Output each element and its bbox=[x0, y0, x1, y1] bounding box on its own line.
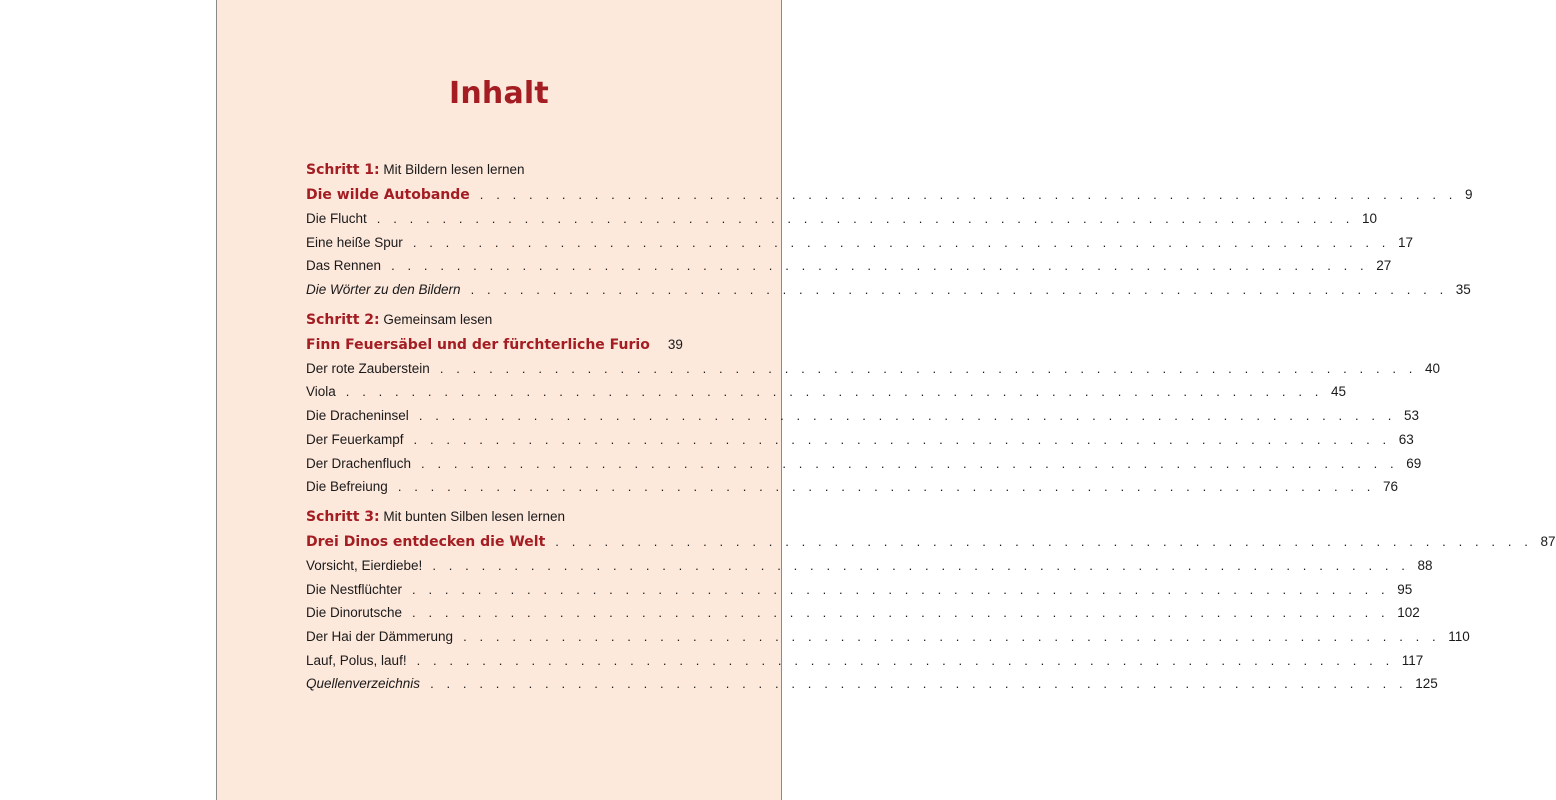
book-page bbox=[216, 0, 1556, 800]
chapter-entry[interactable] bbox=[306, 625, 1470, 649]
dot-leader: . . . . . . . . . . . . . . . . . . . . . . . . . . . . . . . . . . . . . . . . . . . . . . . . . . . . . . . . . . . . bbox=[376, 211, 1354, 226]
chapter-entry[interactable] bbox=[306, 278, 1471, 302]
page-number: 40 bbox=[1425, 360, 1441, 376]
page-number: 27 bbox=[1376, 258, 1392, 274]
page-number: 45 bbox=[1331, 384, 1347, 400]
page-number: 88 bbox=[1417, 557, 1433, 573]
table-of-contents bbox=[306, 158, 1556, 702]
page-number: 102 bbox=[1397, 605, 1420, 621]
step-heading bbox=[306, 158, 674, 182]
chapter-title: Der Hai der Dämmerung bbox=[306, 628, 454, 644]
chapter-entry[interactable] bbox=[306, 578, 1413, 602]
dot-leader: . . . . . . . . . . . . . . . . . . . . . . . . . . . . . . . . . . . . . . . . . . . . . . . . . . . . . . . . . . . . bbox=[439, 360, 1418, 376]
chapter-title: Viola bbox=[306, 384, 336, 400]
chapter-title: Das Rennen bbox=[306, 258, 382, 274]
dot-leader: . . . . . . . . . . . . . . . . . . . . . . . . . . . . . . . . . . . . . . . . . . . . . . . . . . . . . . . . . . . . bbox=[470, 282, 1448, 298]
page-number: 35 bbox=[1455, 282, 1471, 298]
chapter-entry[interactable] bbox=[306, 404, 1420, 428]
step-label: Schritt 3: bbox=[306, 508, 380, 525]
step-description: Mit bunten Silben lesen lernen bbox=[383, 508, 566, 524]
chapter-entry[interactable] bbox=[306, 207, 1378, 231]
page-number: 53 bbox=[1404, 408, 1420, 424]
page-number: 69 bbox=[1406, 455, 1422, 471]
step-description: Gemeinsam lesen bbox=[383, 311, 493, 327]
dot-leader: . . . . . . . . . . . . . . . . . . . . . . . . . . . . . . . . . . . . . . . . . . . . . . . . . . . . . . . . . . . . bbox=[345, 384, 1323, 400]
step-label: Schritt 2: bbox=[306, 311, 380, 328]
page-number: 10 bbox=[1362, 211, 1378, 226]
chapter-entry[interactable] bbox=[306, 380, 1347, 404]
step-heading bbox=[306, 308, 674, 332]
book-title: Finn Feuersäbel und der fürchterliche Furio bbox=[306, 336, 650, 353]
chapter-entry[interactable] bbox=[306, 452, 1422, 476]
chapter-title: Eine heiße Spur bbox=[306, 234, 403, 250]
chapter-title: Die Nestflüchter bbox=[306, 581, 403, 597]
step-description: Mit Bildern lesen lernen bbox=[383, 162, 525, 177]
step-label: Schritt 1: bbox=[306, 162, 380, 178]
book-entry[interactable] bbox=[306, 182, 1473, 207]
chapter-title: Der rote Zauberstein bbox=[306, 360, 430, 376]
page-number: 39 bbox=[667, 336, 683, 352]
page-number: 87 bbox=[1540, 533, 1556, 549]
chapter-entry[interactable] bbox=[306, 428, 1414, 452]
dot-leader: . . . . . . . . . . . . . . . . . . . . . . . . . . . . . . . . . . . . . . . . . . . . . . . . . . . . . . . . . . . . bbox=[391, 258, 1369, 274]
page-number: 63 bbox=[1398, 431, 1414, 447]
chapter-entry[interactable] bbox=[306, 475, 1399, 499]
chapter-title: Die Dracheninsel bbox=[306, 408, 409, 424]
chapter-entry[interactable] bbox=[306, 672, 1438, 696]
toc-section bbox=[306, 158, 1473, 302]
page-number: 9 bbox=[1465, 187, 1473, 202]
page-number: 17 bbox=[1398, 234, 1414, 250]
dot-leader: . . . . . . . . . . . . . . . . . . . . . . . . . . . . . . . . . . . . . . . . . . . . . . . . . . . . . . . . . . . . bbox=[413, 431, 1391, 447]
dot-leader: . . . . . . . . . . . . . . . . . . . . . . . . . . . . . . . . . . . . . . . . . . . . . . . . . . . . . . . . . . . . bbox=[416, 652, 1394, 668]
dot-leader: . . . . . . . . . . . . . . . . . . . . . . . . . . . . . . . . . . . . . . . . . . . . . . . . . . . . . . . . . . . . bbox=[421, 455, 1399, 471]
chapter-title: Vorsicht, Eierdiebe! bbox=[306, 557, 423, 573]
dot-leader: . . . . . . . . . . . . . . . . . . . . . . . . . . . . . . . . . . . . . . . . . . . . . . . . . . . . . . . . . . . . bbox=[463, 628, 1441, 644]
step-heading bbox=[306, 505, 674, 529]
toc-section bbox=[306, 505, 1556, 696]
chapter-entry[interactable] bbox=[306, 357, 1441, 381]
dot-leader: . . . . . . . . . . . . . . . . . . . . . . . . . . . . . . . . . . . . . . . . . . . . . . . . . . . . . . . . . . . . bbox=[412, 605, 1390, 621]
dot-leader: . . . . . . . . . . . . . . . . . . . . . . . . . . . . . . . . . . . . . . . . . . . . . . . . . . . . . . . . . . . . bbox=[479, 187, 1457, 202]
chapter-entry[interactable] bbox=[306, 254, 1392, 278]
chapter-title: Der Feuerkampf bbox=[306, 431, 404, 447]
page-number: 110 bbox=[1448, 628, 1470, 644]
toc-section bbox=[306, 308, 1441, 499]
dot-leader: . . . . . . . . . . . . . . . . . . . . . . . . . . . . . . . . . . . . . . . . . . . . . . . . . . . . . . . . . . . . bbox=[432, 557, 1410, 573]
chapter-entry[interactable] bbox=[306, 649, 1424, 673]
dot-leader: . . . . . . . . . . . . . . . . . . . . . . . . . . . . . . . . . . . . . . . . . . . . . . . . . . . . . . . . . . . . bbox=[418, 408, 1397, 424]
book-title: Drei Dinos entdecken die Welt bbox=[306, 533, 546, 550]
dot-leader: . . . . . . . . . . . . . . . . . . . . . . . . . . . . . . . . . . . . . . . . . . . . . . . . . . . . . . . . . . . . bbox=[555, 533, 1533, 549]
page-number: 125 bbox=[1415, 676, 1438, 692]
book-title: Die wilde Autobande bbox=[306, 187, 470, 203]
dot-leader: . . . . . . . . . . . . . . . . . . . . . . . . . . . . . . . . . . . . . . . . . . . . . . . . . . . . . . . . . . . . bbox=[430, 676, 1408, 692]
chapter-title: Der Drachenfluch bbox=[306, 455, 412, 471]
page-title: Inhalt bbox=[449, 76, 549, 111]
chapter-entry[interactable] bbox=[306, 231, 1414, 255]
dot-leader: . . . . . . . . . . . . . . . . . . . . . . . . . . . . . . . . . . . . . . . . . . . . . . . . . . . . . . . . . . . . bbox=[412, 581, 1390, 597]
chapter-title: Lauf, Polus, lauf! bbox=[306, 652, 407, 668]
book-entry[interactable] bbox=[306, 332, 683, 357]
chapter-entry[interactable] bbox=[306, 554, 1433, 578]
dot-leader: . . . . . . . . . . . . . . . . . . . . . . . . . . . . . . . . . . . . . . . . . . . . . . . . . . . . . . . . . . . . bbox=[397, 479, 1376, 495]
chapter-title: Die Dinorutsche bbox=[306, 605, 403, 621]
chapter-title: Quellenverzeichnis bbox=[306, 676, 421, 692]
chapter-title: Die Flucht bbox=[306, 211, 367, 226]
page-number: 117 bbox=[1401, 652, 1424, 668]
page-number: 76 bbox=[1383, 479, 1399, 495]
page-number: 95 bbox=[1397, 581, 1413, 597]
chapter-entry[interactable] bbox=[306, 601, 1420, 625]
book-entry[interactable] bbox=[306, 529, 1556, 554]
dot-leader: . . . . . . . . . . . . . . . . . . . . . . . . . . . . . . . . . . . . . . . . . . . . . . . . . . . . . . . . . . . . bbox=[412, 234, 1391, 250]
chapter-title: Die Befreiung bbox=[306, 479, 388, 495]
chapter-title: Die Wörter zu den Bildern bbox=[306, 282, 461, 298]
